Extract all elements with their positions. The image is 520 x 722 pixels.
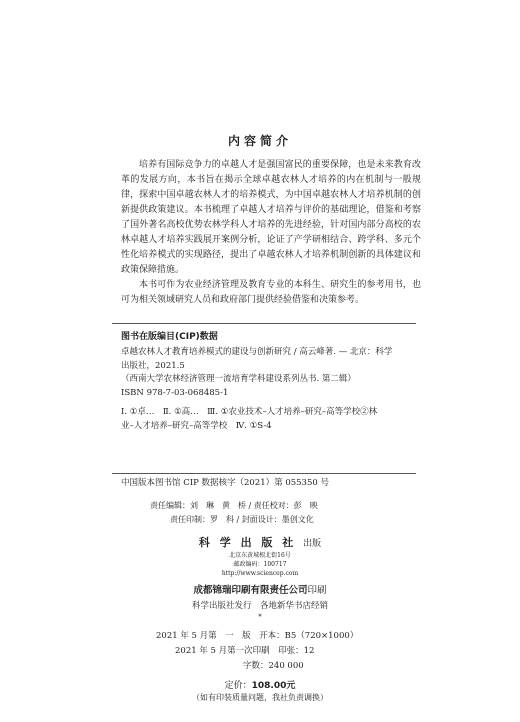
cip-isbn: ISBN 978-7-03-068485-1 bbox=[121, 387, 229, 398]
cip-line-1: 卓越农林人才教育培养模式的建设与创新研究 / 高云峰著. — 北京：科学 bbox=[121, 347, 393, 357]
cip-block bbox=[121, 346, 421, 433]
price-line bbox=[0, 678, 520, 691]
spec-printing: 2021 年 5 月第一次印刷 印张：12 bbox=[175, 646, 315, 656]
quality-note: （如有印装质量问题，我社负责调换） bbox=[192, 693, 328, 702]
printer-name: 成都锦瑞印刷有限责任公司 bbox=[193, 585, 308, 596]
section-title: 内容简介 bbox=[227, 134, 292, 148]
divider-middle bbox=[112, 473, 416, 474]
cip-number: 中国版本图书馆 CIP 数据核字（2021）第 055350 号 bbox=[121, 478, 329, 488]
intro-paragraph-1: 培养有国际竞争力的卓越人才是强国富民的重要保障，也是未来教育改革的发展方向，本书旨在揭示全球卓越农林人才培养的内在机制与一般规律，探索中国卓越农林人才的培养模式，为中国卓越农林人才培养机制的创新提供政策建议。本书梳理了卓越人才培养与评价的基础理论，借鉴和考察了国外著名高校优势农林学科人才培养的先进经验，针对国内部分高校的农林卓越人才培养实践展开案例分析，论证了产学研相结合、跨学科、多元个性化培养模式的实现路径，提出了卓越农林人才培养机制创新的具体建议和政策保障措施。 bbox=[121, 160, 421, 275]
divider-top bbox=[112, 323, 416, 324]
credits-editors: 责任编辑：刘 琳 黄 桥 / 责任校对：彭 映 bbox=[150, 501, 318, 510]
cip-class-line-2: 业–人才培养–研究–高等学校 Ⅳ. ①S-4 bbox=[121, 420, 272, 431]
separator-star: * bbox=[258, 613, 262, 621]
printer-line bbox=[0, 582, 520, 596]
credits-print-design: 责任印制：罗 科 / 封面设计：墨创文化 bbox=[170, 515, 314, 524]
cip-heading: 图书在版编目(CIP)数据 bbox=[121, 332, 218, 342]
cip-line-2: 出版社，2021.5 bbox=[121, 360, 185, 371]
printer-suffix: 印刷 bbox=[307, 585, 327, 596]
publisher-name: 科 学 出 版 社 bbox=[198, 536, 297, 549]
spec-words: 字数：240 000 bbox=[243, 661, 304, 671]
intro-paragraph-2: 本书可作为农业经济管理及教育专业的本科生、研究生的参考用书，也可为相关领域研究人员和政府部门提供经验借鉴和决策参考。 bbox=[121, 280, 421, 305]
publisher-address: 北京东黄城根北街16号 bbox=[229, 552, 291, 559]
publisher-postcode: 邮政编码：100717 bbox=[233, 561, 287, 568]
price-label: 定价： bbox=[224, 681, 252, 691]
publisher-suffix: 出版 bbox=[303, 539, 322, 549]
price-value: 108.00元 bbox=[251, 681, 296, 691]
intro-text bbox=[121, 158, 421, 308]
publisher-line bbox=[0, 534, 520, 550]
publisher-website: http://www.sciencep.com bbox=[221, 570, 299, 577]
distribution-line: 科学出版社发行 各地新华书店经销 bbox=[191, 601, 328, 611]
cip-class-line-1: Ⅰ. ①卓… Ⅱ. ①高… Ⅲ. ①农业技术–人才培养–研究–高等学校②林 bbox=[121, 407, 378, 417]
cip-line-3: （西南大学农林经济管理一流培育学科建设系列丛书. 第二辑） bbox=[121, 374, 356, 384]
spec-edition: 2021 年 5 月第 一 版 开本：B5（720×1000） bbox=[156, 631, 359, 641]
